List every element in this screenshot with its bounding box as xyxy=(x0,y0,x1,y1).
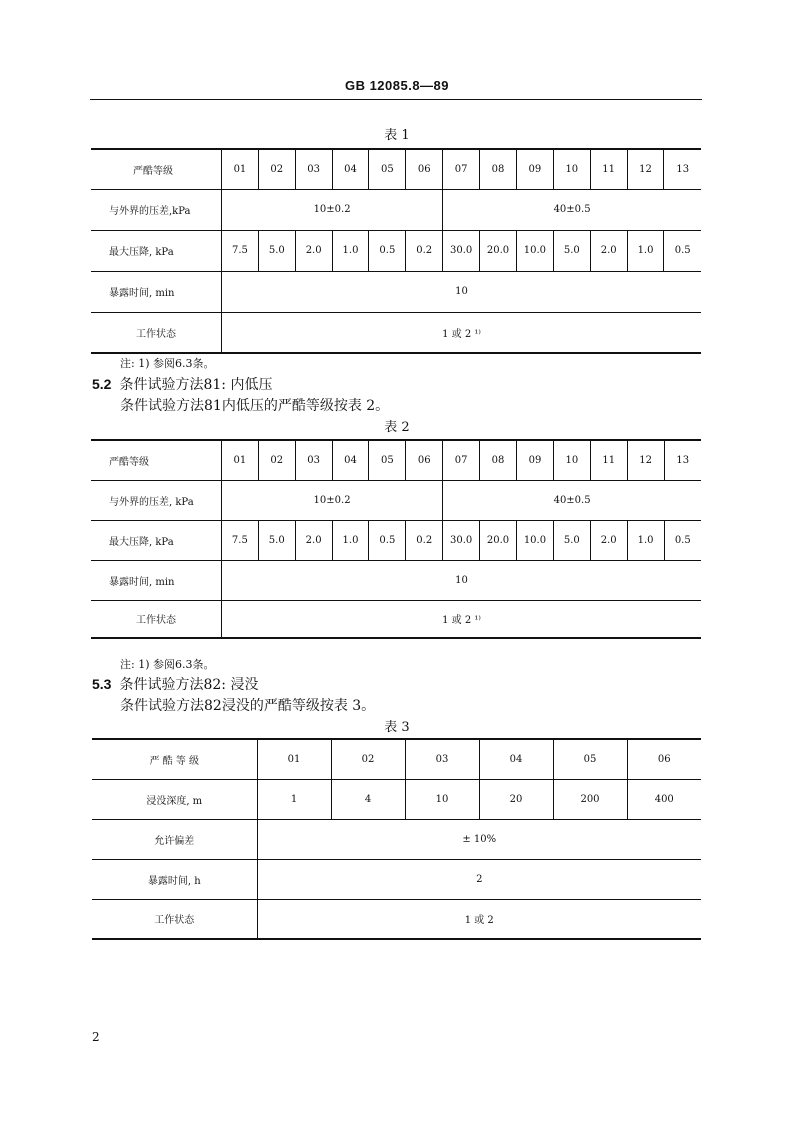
tolerance-cell: ± 10% xyxy=(257,819,701,859)
table2-drop-row xyxy=(91,520,701,560)
drop-cell: 5.0 xyxy=(553,520,590,560)
drop-cell: 1.0 xyxy=(332,230,369,271)
level-cell: 04 xyxy=(479,739,553,779)
drop-cell: 30.0 xyxy=(443,520,480,560)
section-5-2-paragraph: 条件试验方法81内低压的严酷等级按表 2。 xyxy=(120,398,390,414)
table1-time-row xyxy=(91,271,701,312)
table2-diff-label: 与外界的压差, kPa xyxy=(91,480,221,520)
table2-caption: 表 2 xyxy=(384,420,410,435)
drop-cell: 10.0 xyxy=(517,520,554,560)
section-5-2-heading xyxy=(92,374,272,394)
time-cell: 2 xyxy=(257,859,701,899)
drop-cell: 0.5 xyxy=(664,230,701,271)
table2-state-row xyxy=(91,600,701,638)
state-cell: 1 或 2 ¹⁾ xyxy=(222,312,702,353)
level-cell: 11 xyxy=(590,149,627,189)
table1-caption: 表 1 xyxy=(384,128,410,143)
level-cell: 11 xyxy=(590,440,627,480)
level-cell: 03 xyxy=(295,440,332,480)
level-cell: 13 xyxy=(664,440,701,480)
table3-caption: 表 3 xyxy=(384,720,410,735)
level-cell: 09 xyxy=(516,149,553,189)
diff-cell: 40±0.5 xyxy=(443,189,701,230)
level-cell: 01 xyxy=(221,440,258,480)
table1-note: 注: 1) 参阅6.3条。 xyxy=(120,357,215,370)
level-cell: 13 xyxy=(664,149,701,189)
level-cell: 04 xyxy=(332,149,369,189)
depth-cell: 1 xyxy=(257,779,331,819)
level-cell: 08 xyxy=(480,149,517,189)
table3-tolerance-label: 允许偏差 xyxy=(92,819,257,859)
drop-cell: 0.5 xyxy=(369,520,406,560)
level-cell: 07 xyxy=(443,149,480,189)
drop-cell: 2.0 xyxy=(590,520,627,560)
drop-cell: 1.0 xyxy=(332,520,369,560)
level-cell: 05 xyxy=(553,739,627,779)
table3 xyxy=(92,738,701,940)
table1-diff-row xyxy=(91,189,701,230)
table3-state-label: 工作状态 xyxy=(92,899,257,939)
drop-cell: 5.0 xyxy=(258,230,295,271)
level-cell: 01 xyxy=(222,149,259,189)
section-number: 5.3 xyxy=(92,676,112,692)
level-cell: 02 xyxy=(258,149,295,189)
level-cell: 12 xyxy=(627,440,664,480)
document-header: GB 12085.8—89 xyxy=(344,78,450,93)
drop-cell: 20.0 xyxy=(480,230,517,271)
drop-cell: 30.0 xyxy=(443,230,480,271)
section-title: 条件试验方法82: 浸没 xyxy=(119,677,259,693)
level-cell: 06 xyxy=(627,739,701,779)
table1-header-row xyxy=(91,149,701,189)
drop-cell: 2.0 xyxy=(295,520,332,560)
table1-drop-row xyxy=(91,230,701,271)
table2-header-label: 严酷等级 xyxy=(91,440,221,480)
table2-drop-label: 最大压降, kPa xyxy=(91,520,221,560)
drop-cell: 20.0 xyxy=(480,520,517,560)
table3-header-label: 严 酷 等 级 xyxy=(92,739,257,779)
time-cell: 10 xyxy=(221,560,701,600)
page-number: 2 xyxy=(92,1030,100,1044)
depth-cell: 400 xyxy=(627,779,701,819)
table1-time-label: 暴露时间, min xyxy=(91,271,222,312)
state-cell: 1 或 2 ¹⁾ xyxy=(221,600,701,638)
table3-state-row xyxy=(92,899,701,939)
section-5-3-paragraph: 条件试验方法82浸没的严酷等级按表 3。 xyxy=(120,698,376,714)
drop-cell: 0.2 xyxy=(406,230,443,271)
drop-cell: 5.0 xyxy=(258,520,295,560)
table2 xyxy=(91,439,701,639)
diff-cell: 10±0.2 xyxy=(221,480,442,520)
drop-cell: 1.0 xyxy=(627,230,664,271)
depth-cell: 10 xyxy=(405,779,479,819)
level-cell: 02 xyxy=(331,739,405,779)
state-cell: 1 或 2 xyxy=(257,899,701,939)
table3-tolerance-row xyxy=(92,819,701,859)
level-cell: 04 xyxy=(332,440,369,480)
table2-time-row xyxy=(91,560,701,600)
level-cell: 07 xyxy=(443,440,480,480)
level-cell: 09 xyxy=(517,440,554,480)
diff-cell: 40±0.5 xyxy=(443,480,701,520)
table3-time-label: 暴露时间, h xyxy=(92,859,257,899)
level-cell: 06 xyxy=(406,440,443,480)
drop-cell: 0.5 xyxy=(369,230,406,271)
depth-cell: 200 xyxy=(553,779,627,819)
table1 xyxy=(91,148,701,354)
drop-cell: 10.0 xyxy=(516,230,553,271)
table2-header-row xyxy=(91,440,701,480)
table2-diff-row xyxy=(91,480,701,520)
table1-diff-label: 与外界的压差,kPa xyxy=(91,189,222,230)
section-number: 5.2 xyxy=(92,376,112,392)
time-cell: 10 xyxy=(222,271,702,312)
table1-drop-label: 最大压降, kPa xyxy=(91,230,222,271)
table2-time-label: 暴露时间, min xyxy=(91,560,221,600)
level-cell: 02 xyxy=(258,440,295,480)
table3-depth-row xyxy=(92,779,701,819)
level-cell: 08 xyxy=(480,440,517,480)
diff-cell: 10±0.2 xyxy=(222,189,443,230)
level-cell: 10 xyxy=(553,440,590,480)
drop-cell: 2.0 xyxy=(590,230,627,271)
drop-cell: 2.0 xyxy=(295,230,332,271)
level-cell: 05 xyxy=(369,149,406,189)
drop-cell: 7.5 xyxy=(221,520,258,560)
table2-state-label: 工作状态 xyxy=(91,600,221,638)
section-5-3-heading xyxy=(92,674,258,694)
table3-depth-label: 浸没深度, m xyxy=(92,779,257,819)
drop-cell: 5.0 xyxy=(553,230,590,271)
level-cell: 01 xyxy=(257,739,331,779)
table2-note: 注: 1) 参阅6.3条。 xyxy=(120,658,215,671)
header-rule xyxy=(90,99,702,100)
table1-state-row xyxy=(91,312,701,353)
drop-cell: 0.2 xyxy=(406,520,443,560)
level-cell: 06 xyxy=(406,149,443,189)
level-cell: 05 xyxy=(369,440,406,480)
depth-cell: 20 xyxy=(479,779,553,819)
level-cell: 12 xyxy=(627,149,664,189)
table1-state-label: 工作状态 xyxy=(91,312,222,353)
table3-time-row xyxy=(92,859,701,899)
level-cell: 10 xyxy=(553,149,590,189)
level-cell: 03 xyxy=(405,739,479,779)
drop-cell: 7.5 xyxy=(222,230,259,271)
section-title: 条件试验方法81: 内低压 xyxy=(119,377,273,393)
depth-cell: 4 xyxy=(331,779,405,819)
table3-header-row xyxy=(92,739,701,779)
drop-cell: 0.5 xyxy=(664,520,701,560)
drop-cell: 1.0 xyxy=(627,520,664,560)
table1-header-label: 严酷等级 xyxy=(91,149,222,189)
level-cell: 03 xyxy=(295,149,332,189)
